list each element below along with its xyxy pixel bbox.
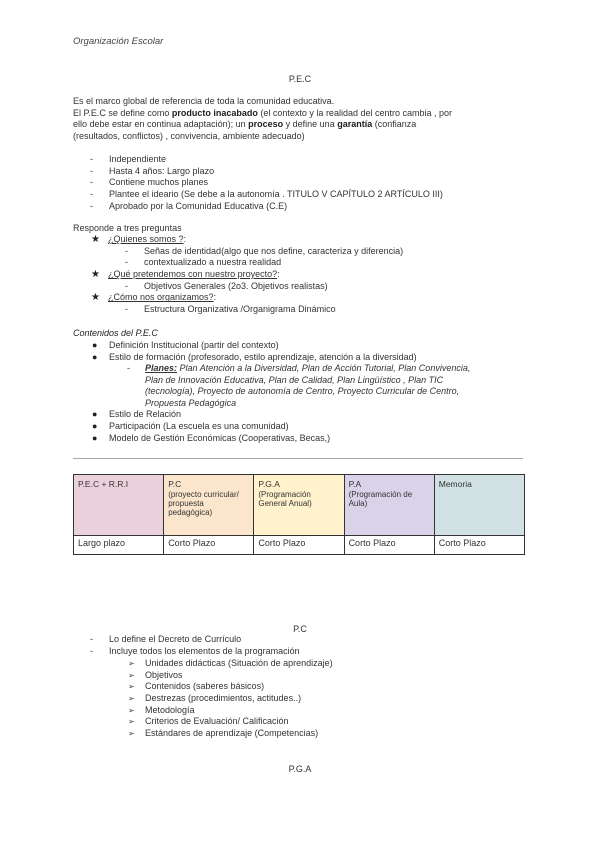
list-item: - Aprobado por la Comunidad Educativa (C.E) [90, 200, 288, 211]
pec-characteristics-list [90, 154, 443, 212]
list-item: - Lo define el Decreto de Currículo [90, 634, 242, 644]
list-item: - Objetivos Generales (2o3. Objetivos realistas) [125, 280, 328, 291]
table-header-cell: P.C (proyecto curricular/ propuesta pedagógica) [164, 475, 254, 536]
table-cell: Corto Plazo [164, 536, 254, 555]
list-item: ➢ Objetivos [128, 669, 183, 680]
arrow-icon: ➢ [128, 717, 135, 727]
intro-line-3: ello debe estar en continua adaptación); un proceso y define una garantía (confianza [73, 119, 417, 129]
star-icon: ★ [91, 269, 100, 281]
pc-list [90, 634, 300, 657]
table-cell: Corto Plazo [344, 536, 434, 555]
contenidos-title: Contenidos del P.E.C [73, 328, 158, 338]
list-item: ➢ Contenidos (saberes básicos) [128, 681, 265, 692]
arrow-icon: ➢ [128, 694, 135, 704]
list-item: ● Participación (La escuela es una comunidad) [92, 421, 289, 432]
list-item: - Hasta 4 años: Largo plazo [90, 165, 215, 176]
contenidos-list [92, 340, 529, 444]
list-item: ➢ Criterios de Evaluación/ Calificación [128, 716, 289, 727]
list-item: - Señas de identidad(algo que nos define, caracteriza y diferencia) [125, 245, 404, 256]
list-item: ● Modelo de Gestión Económicas (Cooperativas, Becas,) [92, 432, 331, 443]
table-cell: Corto Plazo [254, 536, 344, 555]
table-cell: Largo plazo [74, 536, 164, 555]
document-header: Organización Escolar [73, 36, 164, 47]
intro-line-1: Es el marco global de referencia de toda la comunidad educativa. [73, 96, 335, 106]
question-1: ★ ¿Quienes somos ?: [91, 234, 187, 245]
list-item: - Independiente [90, 154, 167, 164]
table-header-cell: Memoria [434, 475, 524, 536]
documents-table [73, 474, 525, 555]
arrow-icon: ➢ [128, 729, 135, 739]
list-item: ● Estilo de formación (profesorado, estilo aprendizaje, atención a la diversidad) [92, 351, 417, 362]
star-icon: ★ [91, 292, 100, 304]
pc-title: P.C [293, 624, 307, 634]
list-item: - Plantee el ideario (Se debe a la autonomía . TITULO V CAPÍTULO 2 ARTÍCULO III) [90, 189, 443, 200]
list-item: - contextualizado a nuestra realidad [125, 257, 282, 268]
questions-block [91, 234, 528, 316]
planes-list-item: - Planes: Plan Atención a la Diversidad, Plan de Acción Tutorial, Plan Convivencia, Plan de Innovación Educativa, Plan de Calidad, Plan Lingüístico , Plan TIC (tecnología), Proyecto de autonomía de Centro, Proyecto Curricular de Centro, Propuesta Pedagógica [127, 363, 471, 408]
list-item: ● Estilo de Relación [92, 409, 182, 420]
arrow-icon: ➢ [128, 682, 135, 692]
star-icon: ★ [91, 234, 100, 245]
list-item: ● Definición Institucional (partir del contexto) [92, 340, 279, 350]
arrow-icon: ➢ [128, 670, 135, 680]
list-item: - Incluye todos los elementos de la programación [90, 645, 300, 656]
intro-line-4: (resultados, conflictos) , convivencia, ambiente adecuado) [73, 130, 305, 141]
pec-intro [73, 96, 523, 142]
table-header-cell: P.E.C + R.R.I [74, 475, 164, 536]
pc-elements-list [128, 658, 333, 740]
intro-line-2: El P.E.C se define como producto inacabado (el contexto y la realidad del centro cambia , por [73, 107, 453, 118]
arrow-icon: ➢ [128, 659, 135, 668]
pec-title: P.E.C [288, 74, 312, 84]
question-3: ★ ¿Cómo nos organizamos?: [91, 292, 217, 304]
list-item: ➢ Metodología [128, 704, 195, 715]
questions-intro: Responde a tres preguntas [73, 223, 182, 233]
table-cell: Corto Plazo [434, 536, 524, 555]
list-item: ➢ Estándares de aprendizaje (Competencias) [128, 728, 319, 739]
table-header-cell: P.A (Programación de Aula) [344, 475, 434, 536]
list-item: ➢ Unidades didácticas (Situación de aprendizaje) [128, 658, 333, 668]
table-header-cell: P.G.A (Programación General Anual) [254, 475, 344, 536]
divider [73, 458, 523, 459]
pga-title: P.G.A [288, 764, 312, 774]
list-item: - Contiene muchos planes [90, 177, 209, 188]
list-item: ➢ Destrezas (procedimientos, actitudes..) [128, 693, 302, 704]
list-item: - Estructura Organizativa /Organigrama Dinámico [125, 304, 336, 315]
arrow-icon: ➢ [128, 705, 135, 715]
question-2: ★ ¿Qué pretendemos con nuestro proyecto?: [91, 269, 280, 281]
